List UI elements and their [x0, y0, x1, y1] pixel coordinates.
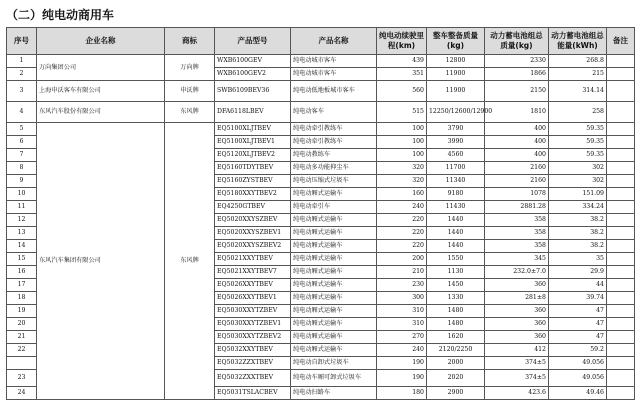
cell-note	[607, 357, 635, 370]
cell-range: 180	[377, 387, 427, 400]
cell-name: 纯电动厢式运输车	[291, 331, 377, 344]
cell-bat-mass: 423.6	[485, 387, 549, 400]
cell-bat-mass: 358	[485, 227, 549, 240]
table-row	[7, 55, 635, 68]
cell-no: 22	[7, 344, 37, 357]
cell-mass: 11340	[427, 175, 485, 188]
cell-name: 纯电动低地板城市客车	[291, 81, 377, 102]
cell-model: EQ4250GTBEV	[215, 201, 291, 214]
cell-model: EQ5160ZYSTBEV	[215, 175, 291, 188]
cell-name: 纯电动厢式运输车	[291, 227, 377, 240]
cell-model: EQ5020XXYSZBEV	[215, 214, 291, 227]
cell-range: 439	[377, 55, 427, 68]
cell-name: 纯电动厢式运输车	[291, 318, 377, 331]
cell-model: EQ5020XXYSZBEV1	[215, 227, 291, 240]
cell-note	[607, 214, 635, 227]
cell-mass: 2000	[427, 357, 485, 370]
cell-no: 9	[7, 175, 37, 188]
cell-mass: 12250/12600/12900	[427, 102, 485, 123]
cell-no: 24	[7, 387, 37, 400]
cell-model: EQ5100XLJTBEV	[215, 123, 291, 136]
cell-name: 纯电动扫路车	[291, 387, 377, 400]
cell-mass: 2020	[427, 370, 485, 387]
cell-bat-energy: 49.46	[549, 387, 607, 400]
cell-range: 100	[377, 149, 427, 162]
cell-note	[607, 318, 635, 331]
cell-bat-energy: 49.056	[549, 370, 607, 387]
cell-range: 230	[377, 279, 427, 292]
cell-name: 纯电动厢式运输车	[291, 305, 377, 318]
cell-bat-energy: 38.2	[549, 227, 607, 240]
cell-bat-mass: 2150	[485, 81, 549, 102]
cell-company: 东风汽车股份有限公司	[37, 102, 165, 123]
cell-mass: 1620	[427, 331, 485, 344]
cell-model: SWB6109BEV36	[215, 81, 291, 102]
cell-model: EQ5032ZXXTBEV	[215, 370, 291, 387]
cell-note	[607, 240, 635, 253]
header-bat-energy: 动力蓄电池组总能量(kWh)	[549, 28, 607, 55]
cell-brand: 万向牌	[165, 55, 215, 81]
cell-model: EQ5100XLJTBEV1	[215, 136, 291, 149]
cell-bat-energy: 49.056	[549, 357, 607, 370]
cell-note	[607, 162, 635, 175]
cell-bat-energy: 215	[549, 68, 607, 81]
header-company: 企业名称	[37, 28, 165, 55]
cell-model: EQ5030XXYTZBEV2	[215, 331, 291, 344]
cell-mass: 1130	[427, 266, 485, 279]
cell-bat-mass: 358	[485, 214, 549, 227]
cell-bat-energy: 302	[549, 175, 607, 188]
cell-note	[607, 370, 635, 387]
cell-range: 560	[377, 81, 427, 102]
cell-mass: 12800	[427, 55, 485, 68]
cell-no: 16	[7, 266, 37, 279]
cell-note	[607, 136, 635, 149]
cell-name: 纯电动厢式运输车	[291, 240, 377, 253]
cell-name: 纯电动牵引车	[291, 201, 377, 214]
cell-company: 万向集团公司	[37, 55, 165, 81]
cell-bat-mass: 2330	[485, 55, 549, 68]
cell-bat-energy: 44	[549, 279, 607, 292]
cell-model: EQ5030XXYTZBEV	[215, 305, 291, 318]
cell-bat-energy: 59.35	[549, 136, 607, 149]
cell-bat-energy: 47	[549, 318, 607, 331]
cell-model: DFA6118LBEV	[215, 102, 291, 123]
cell-name: 纯电动牵引教练车	[291, 123, 377, 136]
cell-bat-mass: 345	[485, 253, 549, 266]
cell-brand: 东风牌	[165, 102, 215, 123]
cell-model: EQ5026XXYTBEV	[215, 279, 291, 292]
cell-note	[607, 102, 635, 123]
cell-no: 1	[7, 55, 37, 68]
header-name: 产品名称	[291, 28, 377, 55]
cell-name: 纯电动城市客车	[291, 68, 377, 81]
cell-bat-energy: 151.09	[549, 188, 607, 201]
cell-bat-energy: 38.2	[549, 240, 607, 253]
cell-no: 14	[7, 240, 37, 253]
cell-range: 100	[377, 123, 427, 136]
cell-no: 11	[7, 201, 37, 214]
section-title: （二）纯电动商用车	[6, 8, 115, 22]
cell-bat-energy: 268.8	[549, 55, 607, 68]
cell-name: 纯电动厢式运输车	[291, 253, 377, 266]
cell-bat-mass: 232.0±7.0	[485, 266, 549, 279]
header-note: 备注	[607, 28, 635, 55]
header-model: 产品型号	[215, 28, 291, 55]
cell-name: 纯电动厢式运输车	[291, 344, 377, 357]
cell-note	[607, 149, 635, 162]
cell-name: 纯电动城市客车	[291, 55, 377, 68]
cell-bat-energy: 59.35	[549, 149, 607, 162]
cell-range: 220	[377, 227, 427, 240]
cell-bat-mass: 358	[485, 240, 549, 253]
cell-bat-mass: 400	[485, 149, 549, 162]
cell-mass: 1480	[427, 318, 485, 331]
cell-model: EQ5021XXYTBEV7	[215, 266, 291, 279]
cell-bat-mass: 374±5	[485, 370, 549, 387]
cell-bat-energy: 59.35	[549, 123, 607, 136]
cell-mass: 1440	[427, 240, 485, 253]
cell-name: 纯电动压缩式垃圾车	[291, 175, 377, 188]
cell-no: 23	[7, 370, 37, 387]
cell-range: 100	[377, 136, 427, 149]
cell-note	[607, 55, 635, 68]
cell-bat-mass: 2160	[485, 162, 549, 175]
cell-bat-mass: 360	[485, 305, 549, 318]
cell-bat-energy: 29.9	[549, 266, 607, 279]
cell-note	[607, 227, 635, 240]
cell-range: 210	[377, 266, 427, 279]
cell-bat-energy: 258	[549, 102, 607, 123]
cell-model: EQ5021XXYTBEV	[215, 253, 291, 266]
cell-range: 310	[377, 318, 427, 331]
cell-note	[607, 292, 635, 305]
cell-range: 240	[377, 201, 427, 214]
cell-note	[607, 331, 635, 344]
cell-mass: 3790	[427, 123, 485, 136]
cell-model: EQ5032ZZXTBEV	[215, 357, 291, 370]
cell-model: EQ5026XXYTBEV1	[215, 292, 291, 305]
cell-name: 纯电动车厢可卸式垃圾车	[291, 370, 377, 387]
cell-no: 7	[7, 149, 37, 162]
cell-bat-mass: 360	[485, 318, 549, 331]
cell-bat-energy: 314.14	[549, 81, 607, 102]
cell-note	[607, 188, 635, 201]
vehicle-table	[6, 27, 635, 400]
cell-name: 纯电动多功能抑尘车	[291, 162, 377, 175]
cell-mass: 1330	[427, 292, 485, 305]
cell-no: 4	[7, 102, 37, 123]
cell-bat-energy: 47	[549, 305, 607, 318]
cell-mass: 2900	[427, 387, 485, 400]
cell-note	[607, 387, 635, 400]
cell-bat-mass: 400	[485, 136, 549, 149]
cell-mass: 1550	[427, 253, 485, 266]
cell-model: EQ5020XXYSZBEV2	[215, 240, 291, 253]
cell-no: 18	[7, 292, 37, 305]
cell-no: 5	[7, 123, 37, 136]
cell-name: 纯电动厢式运输车	[291, 279, 377, 292]
cell-bat-mass: 374±5	[485, 357, 549, 370]
header-bat-mass: 动力蓄电池组总质量(kg)	[485, 28, 549, 55]
cell-range: 190	[377, 357, 427, 370]
cell-name: 纯电动客车	[291, 102, 377, 123]
cell-bat-mass: 2160	[485, 175, 549, 188]
cell-mass: 11900	[427, 81, 485, 102]
cell-no: 17	[7, 279, 37, 292]
cell-name: 纯电动厢式运输车	[291, 188, 377, 201]
table-row	[7, 81, 635, 102]
cell-bat-mass: 1078	[485, 188, 549, 201]
cell-bat-energy: 47	[549, 331, 607, 344]
cell-range: 351	[377, 68, 427, 81]
cell-note	[607, 175, 635, 188]
cell-no: 13	[7, 227, 37, 240]
cell-mass: 11900	[427, 68, 485, 81]
cell-range: 320	[377, 175, 427, 188]
cell-no: 8	[7, 162, 37, 175]
cell-note	[607, 201, 635, 214]
cell-name: 纯电动自卸式垃圾车	[291, 357, 377, 370]
cell-range: 220	[377, 214, 427, 227]
cell-bat-energy: 39.74	[549, 292, 607, 305]
cell-no: 10	[7, 188, 37, 201]
cell-range: 240	[377, 344, 427, 357]
cell-bat-mass: 360	[485, 279, 549, 292]
cell-bat-energy: 302	[549, 162, 607, 175]
cell-mass: 9180	[427, 188, 485, 201]
cell-range: 160	[377, 188, 427, 201]
cell-model: EQ5160TDYTBEV	[215, 162, 291, 175]
cell-bat-mass: 1810	[485, 102, 549, 123]
cell-brand: 申沃牌	[165, 81, 215, 102]
cell-note	[607, 123, 635, 136]
cell-no: 2	[7, 68, 37, 81]
cell-bat-energy: 334.24	[549, 201, 607, 214]
cell-note	[607, 305, 635, 318]
cell-bat-energy: 35	[549, 253, 607, 266]
cell-bat-mass: 400	[485, 123, 549, 136]
cell-no: 3	[7, 81, 37, 102]
cell-mass: 3990	[427, 136, 485, 149]
cell-bat-mass: 360	[485, 331, 549, 344]
cell-model: EQ5031TSLACBEV	[215, 387, 291, 400]
cell-no: 21	[7, 331, 37, 344]
cell-bat-mass: 1866	[485, 68, 549, 81]
cell-mass: 1450	[427, 279, 485, 292]
cell-range: 515	[377, 102, 427, 123]
cell-model: EQ5120XLJTBEV2	[215, 149, 291, 162]
cell-bat-mass: 2881.28	[485, 201, 549, 214]
cell-note	[607, 344, 635, 357]
cell-name: 纯电动厢式运输车	[291, 292, 377, 305]
cell-name: 纯电动厢式运输车	[291, 266, 377, 279]
cell-bat-mass: 281±8	[485, 292, 549, 305]
cell-range: 270	[377, 331, 427, 344]
cell-range: 220	[377, 240, 427, 253]
cell-no	[7, 357, 37, 370]
cell-company: 东风汽车集团有限公司	[37, 123, 165, 400]
cell-brand: 东风牌	[165, 123, 215, 400]
cell-mass: 11430	[427, 201, 485, 214]
cell-model: EQ5180XXYTBEV2	[215, 188, 291, 201]
cell-model: EQ5032XXYTBEV	[215, 344, 291, 357]
cell-mass: 11700	[427, 162, 485, 175]
cell-no: 20	[7, 318, 37, 331]
cell-no: 12	[7, 214, 37, 227]
cell-name: 纯电动教练车	[291, 149, 377, 162]
cell-model: WXB6100GEV	[215, 55, 291, 68]
cell-model: EQ5030XXYTZBEV1	[215, 318, 291, 331]
cell-range: 320	[377, 162, 427, 175]
cell-bat-mass: 412	[485, 344, 549, 357]
table-row	[7, 123, 635, 136]
cell-mass: 2120/2250	[427, 344, 485, 357]
table-row	[7, 102, 635, 123]
header-row	[7, 28, 635, 55]
cell-mass: 1440	[427, 214, 485, 227]
cell-no: 19	[7, 305, 37, 318]
cell-mass: 1440	[427, 227, 485, 240]
cell-note	[607, 266, 635, 279]
header-mass: 整车整备质量(kg)	[427, 28, 485, 55]
cell-note	[607, 253, 635, 266]
cell-range: 310	[377, 305, 427, 318]
cell-no: 6	[7, 136, 37, 149]
header-no: 序号	[7, 28, 37, 55]
cell-bat-energy: 59.2	[549, 344, 607, 357]
cell-mass: 1480	[427, 305, 485, 318]
cell-note	[607, 81, 635, 102]
cell-note	[607, 279, 635, 292]
cell-mass: 4560	[427, 149, 485, 162]
cell-name: 纯电动厢式运输车	[291, 214, 377, 227]
cell-company: 上海申沃客车有限公司	[37, 81, 165, 102]
cell-bat-energy: 38.2	[549, 214, 607, 227]
cell-name: 纯电动牵引教练车	[291, 136, 377, 149]
cell-range: 300	[377, 292, 427, 305]
cell-range: 190	[377, 370, 427, 387]
header-brand: 商标	[165, 28, 215, 55]
cell-no: 15	[7, 253, 37, 266]
cell-note	[607, 68, 635, 81]
cell-range: 200	[377, 253, 427, 266]
cell-model: WXB6100GEV2	[215, 68, 291, 81]
header-range: 纯电动续驶里程(km)	[377, 28, 427, 55]
